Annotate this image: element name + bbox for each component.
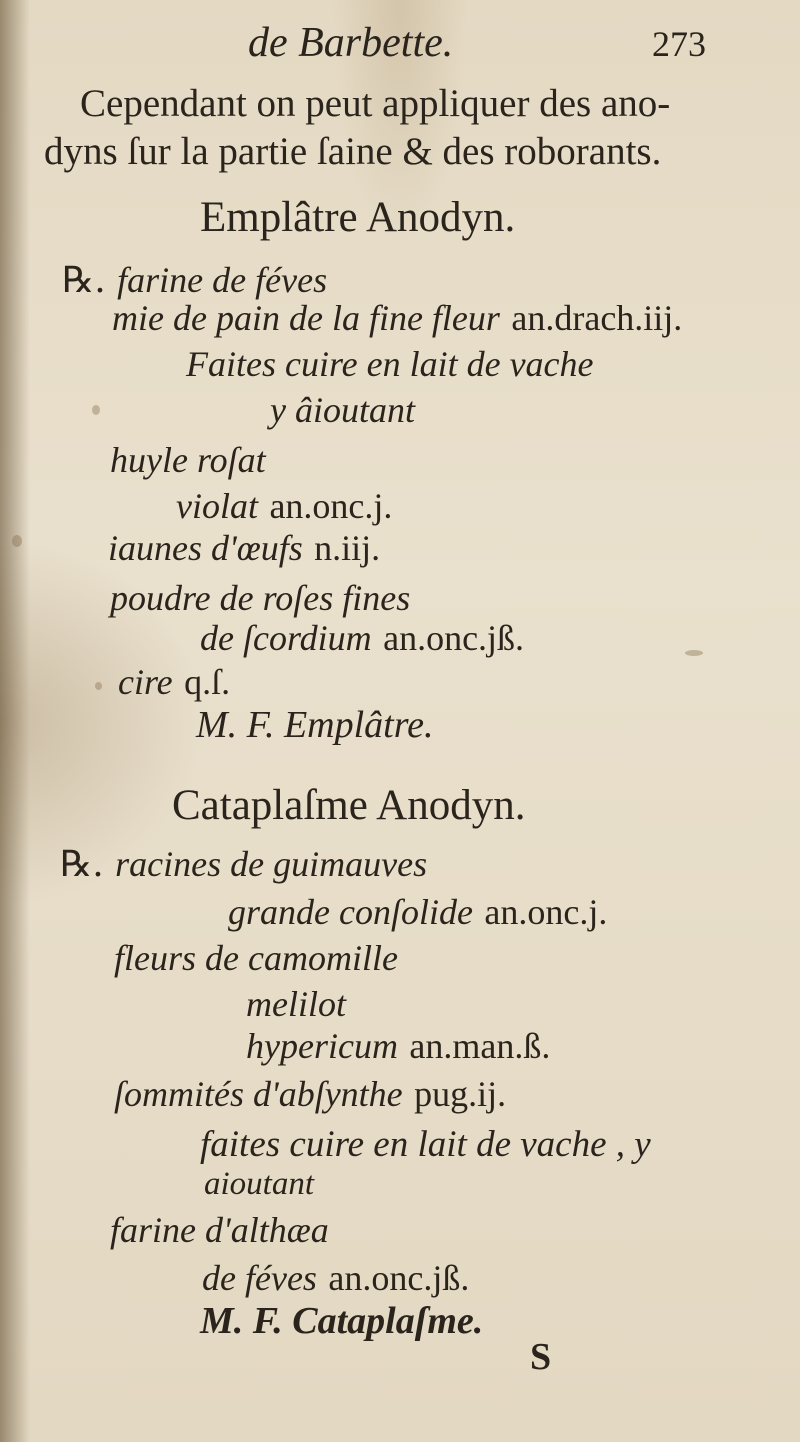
recipe-1-line-11: M. F. Emplâtre.: [196, 704, 434, 746]
recipe-2-line-2: [228, 894, 607, 931]
ingredient: de féves: [202, 1258, 317, 1298]
recipe-1-line-2: [112, 300, 682, 337]
dosage: an.onc.jß.: [383, 618, 525, 658]
recipe-2-line-5: [246, 1028, 550, 1065]
recipe-1-line-10: [118, 664, 230, 701]
recipe-2-line-1: [60, 846, 427, 883]
recipe-1-line-1: [62, 262, 327, 299]
ingredient: iaunes d'œufs: [108, 528, 303, 568]
recipe-2-line-10: [202, 1260, 469, 1297]
recipe-2-line-8: aioutant: [204, 1166, 315, 1202]
recipe-1-line-4: y âioutant: [270, 390, 415, 430]
recipe-2-title: Cataplaſme Anodyn.: [172, 782, 526, 829]
dosage: n.iij.: [314, 528, 381, 568]
recipe-1-line-3: Faites cuire en lait de vache: [186, 344, 594, 384]
dosage: an.drach.iij.: [511, 298, 683, 338]
ingredient: farine de féves: [117, 260, 328, 300]
foxing-spot: [92, 405, 100, 415]
dosage: an.onc.j.: [269, 486, 393, 526]
recipe-1-title: Emplâtre Anodyn.: [200, 194, 516, 241]
rx-icon: ℞.: [60, 844, 104, 885]
recipe-1-line-6: [176, 488, 392, 525]
page-number: 273: [652, 24, 706, 64]
dosage: an.onc.j.: [484, 892, 608, 932]
ingredient: cire: [118, 662, 173, 702]
intro-line-2: dyns ſur la partie ſaine & des roborants.: [44, 130, 662, 173]
dosage: q.ſ.: [184, 662, 231, 702]
dosage: pug.ij.: [414, 1074, 507, 1114]
ingredient: hypericum: [246, 1026, 398, 1066]
recipe-1-line-5: huyle roſat: [110, 440, 266, 480]
ingredient: violat: [176, 486, 258, 526]
foxing-spot: [12, 535, 22, 547]
signature-mark: S: [530, 1336, 552, 1378]
recipe-1-line-8: poudre de roſes fines: [110, 578, 411, 618]
dosage: an.man.ß.: [409, 1026, 551, 1066]
rx-icon: ℞.: [62, 260, 106, 301]
ingredient: mie de pain de la fine fleur: [112, 298, 500, 338]
recipe-1-line-9: [200, 620, 524, 657]
recipe-1-line-7: [108, 530, 380, 567]
recipe-2-line-11: M. F. Cataplaſme.: [200, 1300, 484, 1342]
ingredient: de ſcordium: [200, 618, 372, 658]
ingredient: racines de guimauves: [115, 844, 428, 884]
foxing-spot: [685, 650, 703, 656]
intro-line-1: Cependant on peut appliquer des ano-: [80, 82, 671, 125]
recipe-2-line-9: farine d'althæa: [110, 1210, 329, 1250]
dosage: an.onc.jß.: [328, 1258, 470, 1298]
ingredient: grande conſolide: [228, 892, 473, 932]
recipe-2-line-3: fleurs de camomille: [114, 938, 398, 978]
recipe-2-line-4: melilot: [246, 984, 346, 1024]
foxing-spot: [95, 682, 102, 690]
recipe-2-line-6: [114, 1076, 506, 1113]
ingredient: ſommités d'abſynthe: [114, 1074, 403, 1114]
recipe-2-line-7: faites cuire en lait de vache , y: [200, 1124, 651, 1165]
spine-shadow: [0, 0, 30, 1442]
running-title: de Barbette.: [248, 20, 454, 66]
